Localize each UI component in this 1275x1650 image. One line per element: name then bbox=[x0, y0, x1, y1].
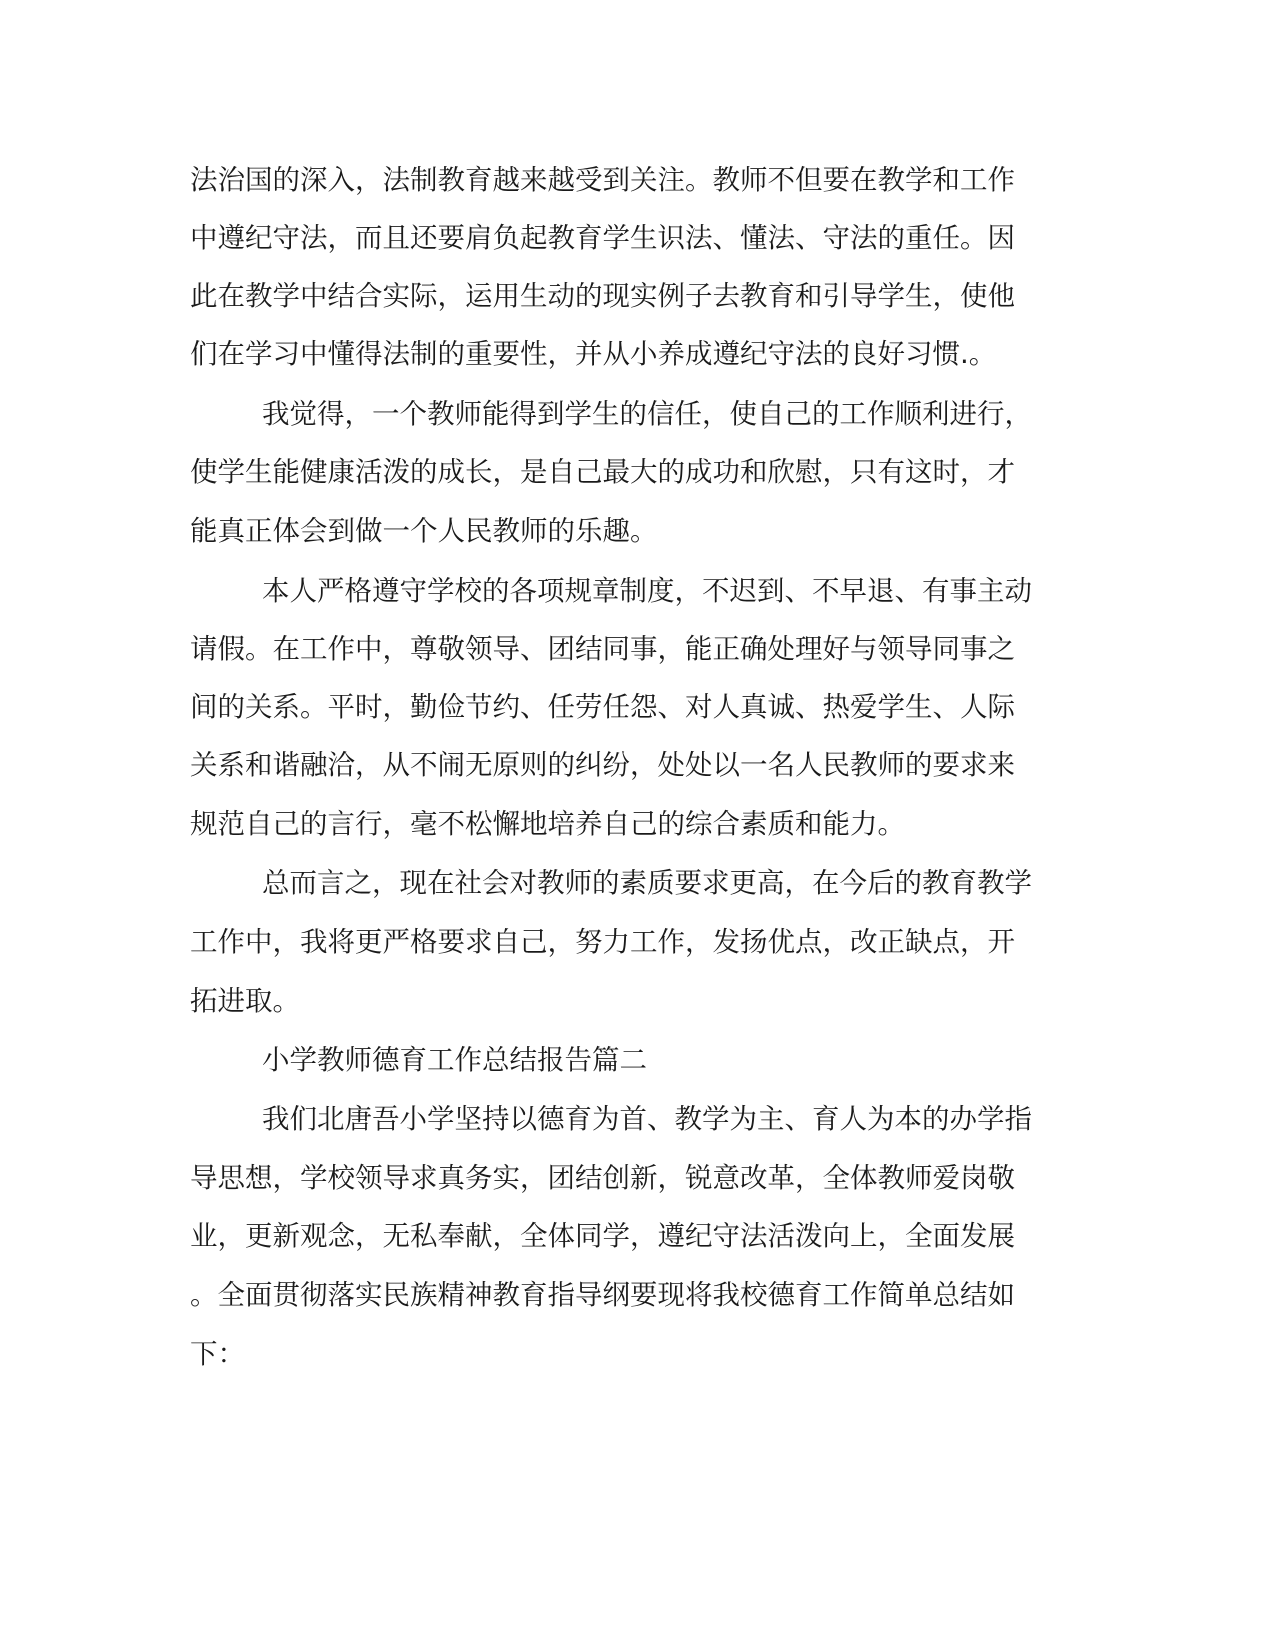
paragraph-6-line-2: 导思想，学校领导求真务实，团结创新，锐意改革，全体教师爱岗敬 bbox=[190, 1162, 1015, 1194]
paragraph-3-line-2: 请假。在工作中，尊敬领导、团结同事，能正确处理好与领导同事之 bbox=[190, 633, 1015, 665]
paragraph-6-line-1: 我们北唐吾小学坚持以德育为首、教学为主、育人为本的办学指 bbox=[262, 1103, 1032, 1135]
paragraph-2-line-2: 使学生能健康活泼的成长，是自己最大的成功和欣慰，只有这时，才 bbox=[190, 456, 1015, 488]
paragraph-1-line-2: 中遵纪守法，而且还要肩负起教育学生识法、懂法、守法的重任。因 bbox=[190, 222, 1015, 254]
paragraph-4-line-1: 总而言之，现在社会对教师的素质要求更高，在今后的教育教学 bbox=[262, 867, 1032, 899]
paragraph-1-line-3: 此在教学中结合实际，运用生动的现实例子去教育和引导学生，使他 bbox=[190, 280, 1015, 312]
section-heading: 小学教师德育工作总结报告篇二 bbox=[262, 1044, 647, 1076]
paragraph-2-line-3: 能真正体会到做一个人民教师的乐趣。 bbox=[190, 515, 658, 547]
paragraph-3-line-1: 本人严格遵守学校的各项规章制度，不迟到、不早退、有事主动 bbox=[262, 575, 1032, 607]
paragraph-6-line-5: 下： bbox=[190, 1338, 245, 1370]
paragraph-1-line-4: 们在学习中懂得法制的重要性，并从小养成遵纪守法的良好习惯.。 bbox=[190, 338, 997, 370]
paragraph-4-line-3: 拓进取。 bbox=[190, 985, 300, 1017]
paragraph-6-line-3: 业，更新观念，无私奉献，全体同学，遵纪守法活泼向上，全面发展 bbox=[190, 1220, 1015, 1252]
paragraph-1-line-1: 法治国的深入，法制教育越来越受到关注。教师不但要在教学和工作 bbox=[190, 164, 1015, 196]
paragraph-3-line-4: 关系和谐融洽，从不闹无原则的纠纷，处处以一名人民教师的要求来 bbox=[190, 749, 1015, 781]
paragraph-6-line-4: 。全面贯彻落实民族精神教育指导纲要现将我校德育工作简单总结如 bbox=[190, 1279, 1015, 1311]
paragraph-4-line-2: 工作中，我将更严格要求自己，努力工作，发扬优点，改正缺点，开 bbox=[190, 926, 1015, 958]
paragraph-2-line-1: 我觉得，一个教师能得到学生的信任，使自己的工作顺利进行， bbox=[262, 398, 1032, 430]
paragraph-3-line-5: 规范自己的言行，毫不松懈地培养自己的综合素质和能力。 bbox=[190, 808, 905, 840]
paragraph-3-line-3: 间的关系。平时，勤俭节约、任劳任怨、对人真诚、热爱学生、人际 bbox=[190, 691, 1015, 723]
